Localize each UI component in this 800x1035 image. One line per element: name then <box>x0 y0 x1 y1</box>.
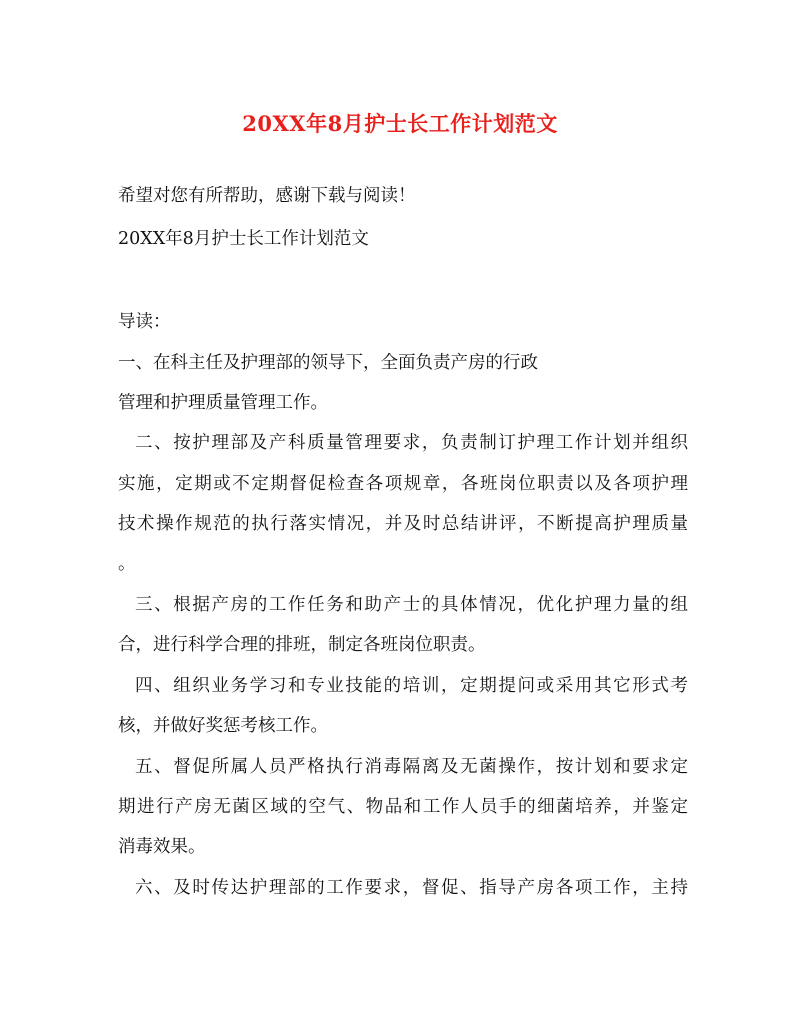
paragraph-2-line-3: 技术操作规范的执行落实情况，并及时总结讲评，不断提高护理质量 <box>118 514 688 534</box>
paragraph-3-line-2: 合，进行科学合理的排班，制定各班岗位职责。 <box>118 635 486 655</box>
paragraph-2-line-1: 二、按护理部及产科质量管理要求，负责制订护理工作计划并组织 <box>135 433 688 453</box>
paragraph-6-line-1: 六、及时传达护理部的工作要求，督促、指导产房各项工作，主持 <box>135 878 688 898</box>
paragraph-3-line-1: 三、根据产房的工作任务和助产士的具体情况，优化护理力量的组 <box>135 595 688 615</box>
paragraph-4-line-2: 核，并做好奖惩考核工作。 <box>118 716 328 736</box>
paragraph-5-line-2: 期进行产房无菌区域的空气、物品和工作人员手的细菌培养，并鉴定 <box>118 797 688 817</box>
paragraph-4-line-1: 四、组织业务学习和专业技能的培训，定期提问或采用其它形式考 <box>135 676 688 696</box>
paragraph-2-line-2: 实施，定期或不定期督促检查各项规章，各班岗位职责以及各项护理 <box>118 474 688 494</box>
subtitle-line: 20XX年8月护士长工作计划范文 <box>118 229 369 249</box>
intro-label: 导读： <box>118 312 171 332</box>
paragraph-2-line-4: 。 <box>118 554 136 574</box>
paragraph-5-line-1: 五、督促所属人员严格执行消毒隔离及无菌操作，按计划和要求定 <box>135 757 688 777</box>
document-title: 20XX年8月护士长工作计划范文 <box>242 111 558 136</box>
greeting-line: 希望对您有所帮助，感谢下载与阅读！ <box>118 186 416 206</box>
paragraph-5-line-3: 消毒效果。 <box>118 837 206 857</box>
paragraph-1-line-1: 一、在科主任及护理部的领导下，全面负责产房的行政 <box>118 353 538 373</box>
paragraph-1-line-2: 管理和护理质量管理工作。 <box>118 393 328 413</box>
